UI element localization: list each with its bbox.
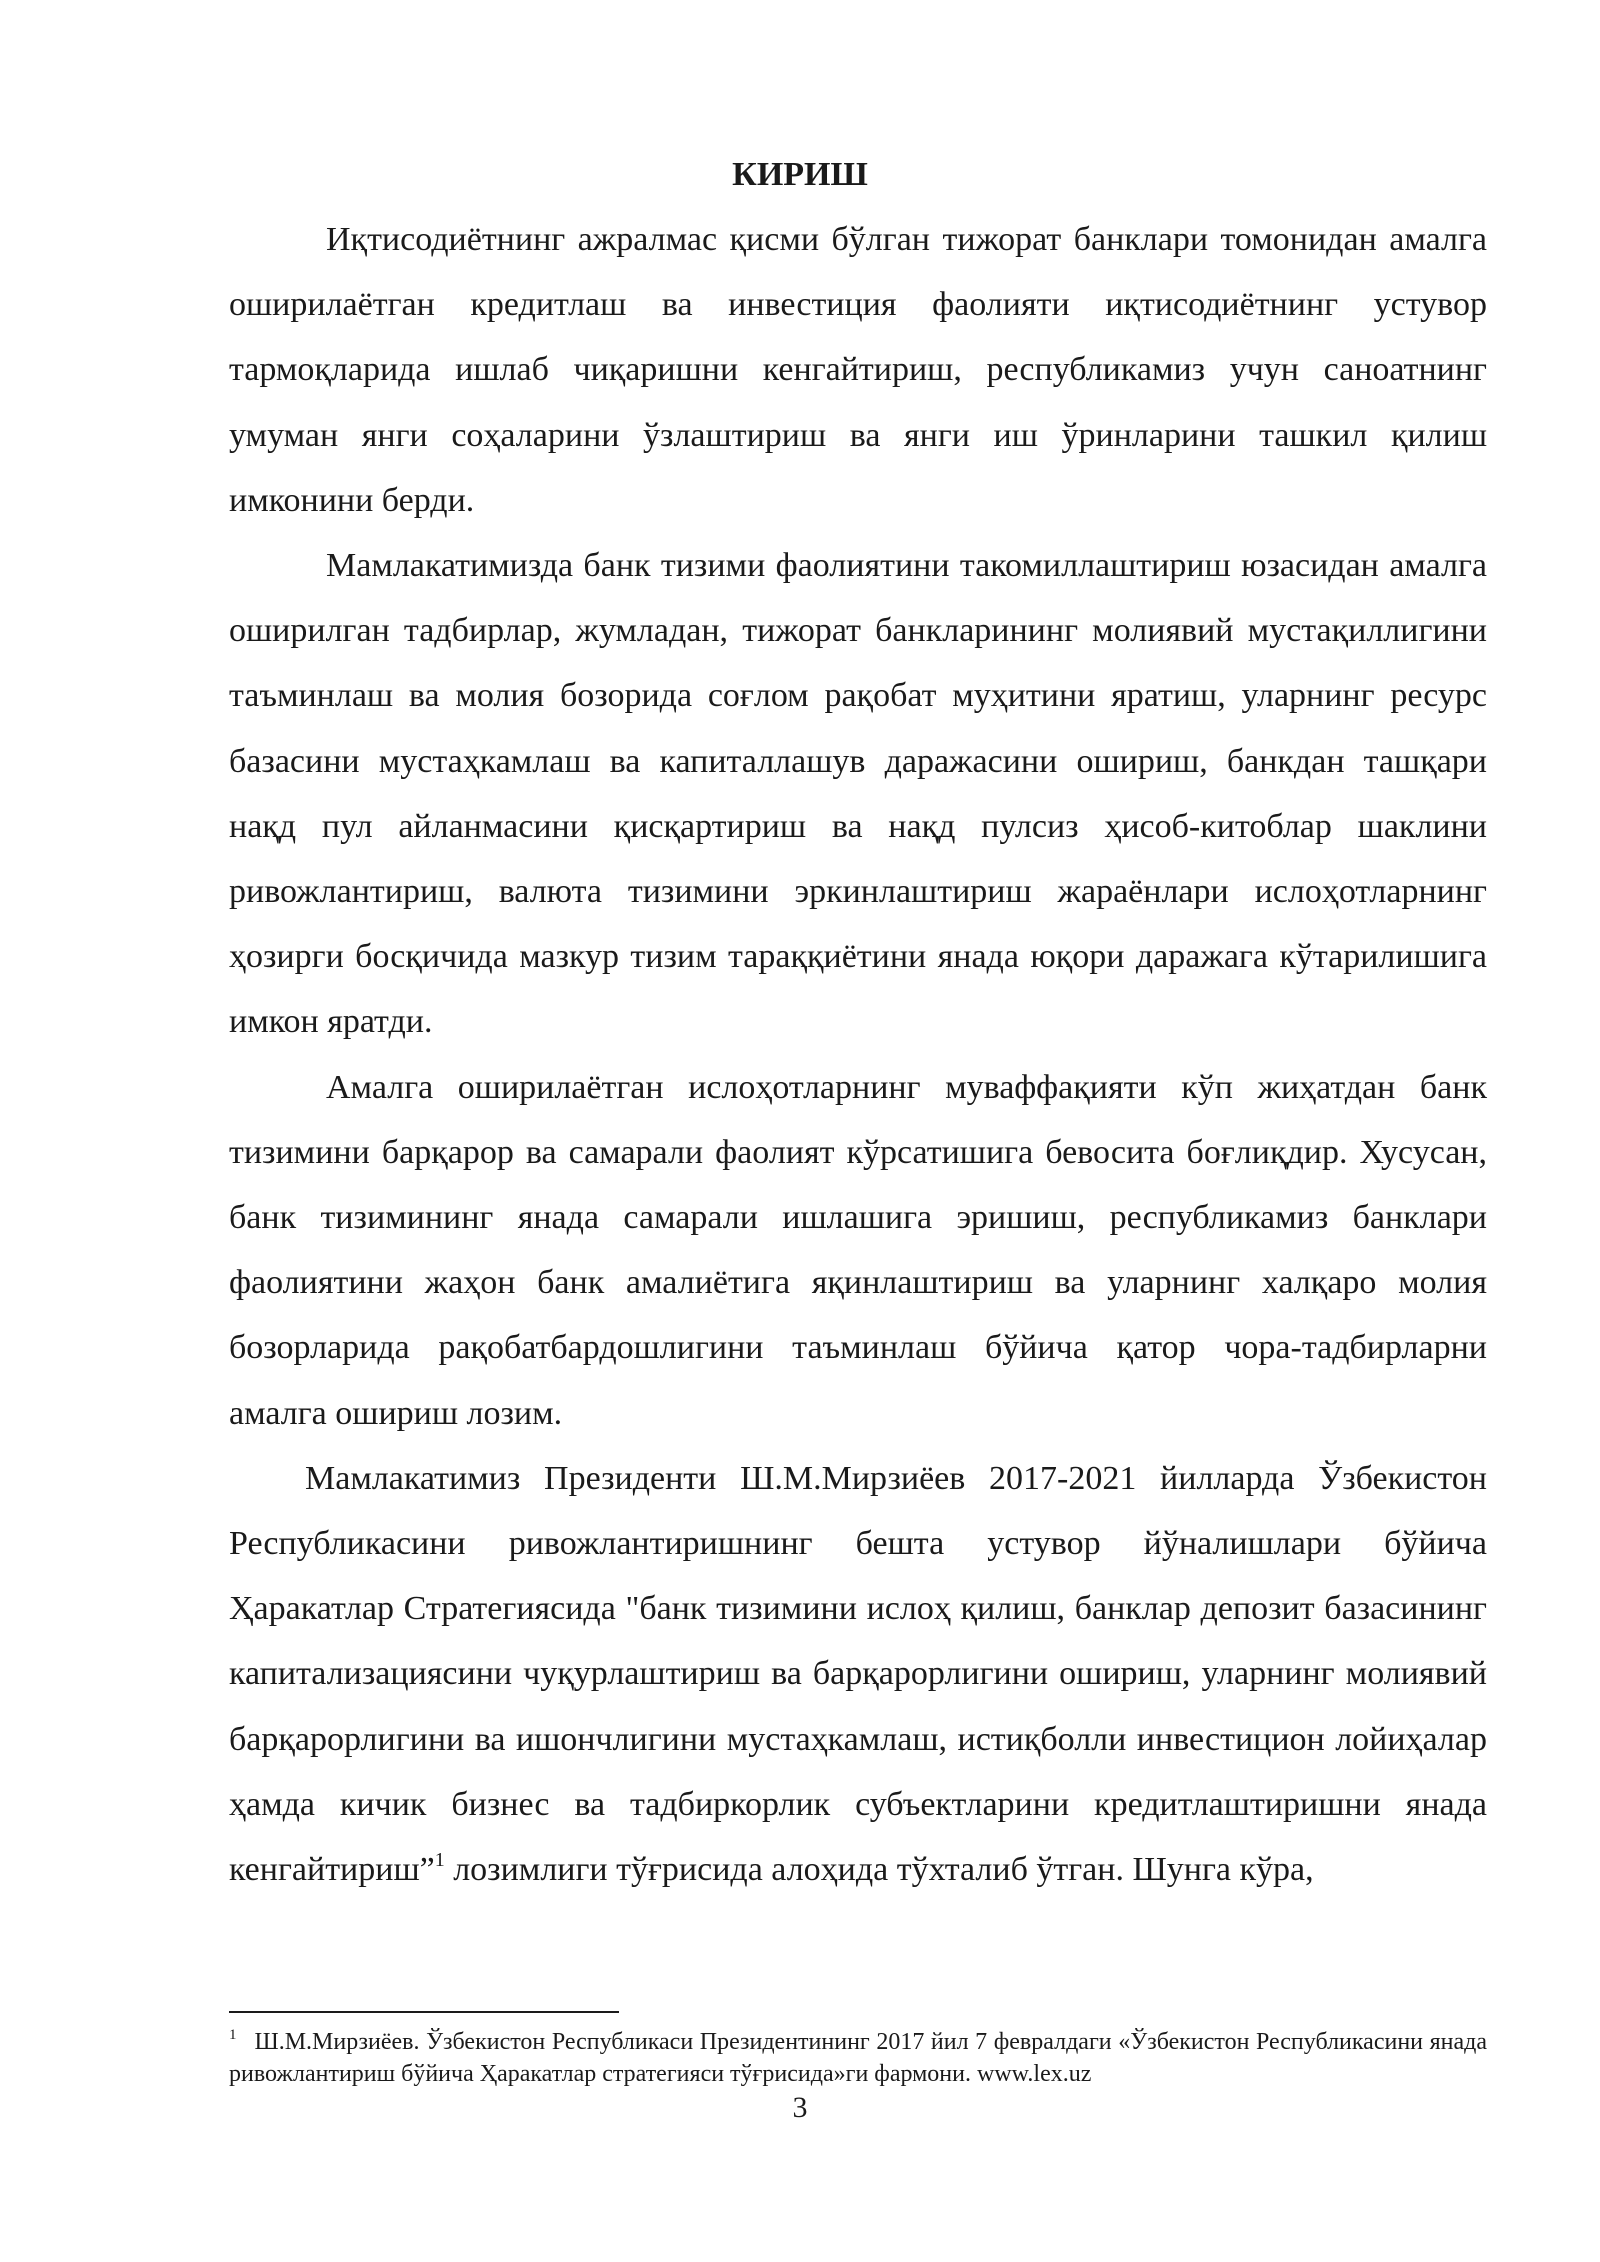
footnote xyxy=(229,2026,1487,2090)
paragraph-1: Иқтисодиётнинг ажралмас қисми бўлган тижорат банклари томонидан амалга оширилаётган кредитлаш ва инвестиция фаолияти иқтисодиётнинг устувор тармоқларида ишлаб чиқаришни кенгайтириш, республикамиз учун саноатнинг умуман янги соҳаларини ўзлаштириш ва янги иш ўринларини ташкил қилиш имконини берди. xyxy=(229,221,1487,519)
body-text xyxy=(229,207,1487,1902)
paragraph-3: Амалга оширилаётган ислоҳотларнинг муваффақияти кўп жиҳатдан банк тизимини барқарор ва самарали фаолият кўрсатишига бевосита боғлиқдир. Хусусан, банк тизимининг янада самарали ишлашига эришиш, республикамиз банклари фаолиятини жаҳон банк амалиётига яқинлаштириш ва уларнинг халқаро молия бозорларида рақобатбардошлигини таъминлаш бўйича қатор чора-тадбирларни амалга ошириш лозим. xyxy=(229,1068,1487,1432)
footnote-separator xyxy=(229,2011,619,2013)
footnote-reference[interactable]: 1 xyxy=(434,1848,445,1871)
paragraph-4-text-after-reference: лозимлиги тўғрисида алоҳида тўхталиб ўтган. Шунга кўра, xyxy=(444,1851,1314,1889)
paragraph-4-text-before-reference: Мамлакатимиз Президенти Ш.М.Мирзиёев 2017-2021 йилларда Ўзбекистон Республикасини ривожлантиришнинг бешта устувор йўналишлари бўйича Ҳаракатлар Стратегиясида "банк тизимини ислоҳ қилиш, банклар депозит базасининг капитализациясини чуқурлаштириш ва барқарорлигини ошириш, уларнинг молиявий барқарорлигини ва ишончлигини мустаҳкамлаш, истиқболли инвестицион лойиҳалар ҳамда кичик бизнес ва тадбиркорлик субъектларини кредитлаштиришни янада кенгайтириш” xyxy=(229,1459,1487,1889)
footnote-text: Ш.М.Мирзиёев. Ўзбекистон Республикаси Президентининг 2017 йил 7 февралдаги «Ўзбекистон Республикасини янада ривожлантириш бўйича Ҳаракатлар стратегияси тўғрисида»ги фармони. www.lex.uz xyxy=(229,2029,1487,2087)
paragraph-2: Мамлакатимизда банк тизими фаолиятини такомиллаштириш юзасидан амалга оширилган тадбирлар, жумладан, тижорат банкларининг молиявий мустақиллигини таъминлаш ва молия бозорида соғлом рақобат муҳитини яратиш, уларнинг ресурс базасини мустаҳкамлаш ва капиталлашув даражасини ошириш, банкдан ташқари нақд пул айланмасини қисқартириш ва нақд пулсиз ҳисоб-китоблар шаклини ривожлантириш, валюта тизимини эркинлаштириш жараёнлари ислоҳотларнинг ҳозирги босқичида мазкур тизим тараққиётини янада юқори даражага кўтарилишига имкон яратди. xyxy=(229,547,1487,1041)
footnote-mark: 1 xyxy=(229,2027,237,2043)
paragraph-4 xyxy=(229,1446,1487,1902)
page-number: 3 xyxy=(792,2091,808,2124)
page-title: КИРИШ xyxy=(732,156,868,193)
